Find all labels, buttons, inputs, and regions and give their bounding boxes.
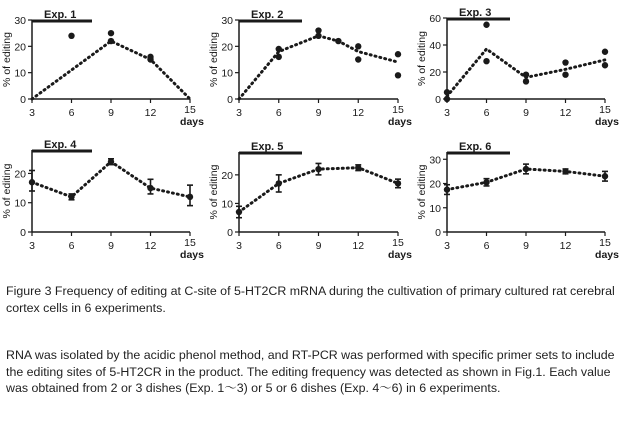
data-point [276,180,282,186]
data-point [29,179,35,185]
x-tick-label: 3 [29,107,35,119]
data-point [315,166,321,172]
x-tick-label: 6 [68,107,75,119]
chart-title: Exp. 2 [251,9,284,21]
x-axis-label: days [388,116,412,128]
chart-panel-3 [416,7,619,128]
data-point [68,33,74,39]
x-tick-label: 12 [559,240,572,252]
trend-line [32,41,190,99]
data-point [523,78,529,84]
y-tick-label: 20 [14,41,26,54]
data-point [602,173,608,179]
data-point [355,43,361,49]
x-tick-label: 9 [315,107,322,119]
y-tick-label: 10 [221,67,233,80]
y-axis-label: % of editing [208,32,220,87]
y-tick-label: 30 [429,154,441,167]
x-tick-label: 9 [108,107,114,119]
trend-line [239,36,398,99]
y-tick-label: 20 [221,41,233,54]
y-tick-label: 10 [14,197,26,210]
x-axis-label: days [180,249,204,261]
chart-panel-4 [1,139,204,261]
x-axis-label: days [388,249,412,261]
x-tick-label: 15 [184,237,196,249]
y-tick-label: 30 [14,15,26,27]
x-tick-label: 9 [315,240,322,252]
chart-panel-1 [1,9,204,128]
y-tick-label: 0 [20,227,26,239]
y-tick-label: 0 [20,94,26,106]
data-point [355,165,361,171]
y-tick-label: 10 [429,202,441,215]
data-point [483,58,489,64]
x-axis-label: days [595,249,619,261]
data-point [483,22,489,28]
data-point [395,180,401,186]
x-tick-label: 6 [68,240,75,252]
y-tick-label: 40 [429,40,441,52]
x-tick-label: 3 [29,240,35,252]
x-tick-label: 12 [352,240,365,252]
x-tick-label: 15 [392,104,404,116]
chart-title: Exp. 4 [44,139,77,151]
x-tick-label: 9 [523,240,529,252]
data-point [276,46,282,52]
data-point [562,72,568,78]
data-point [444,96,450,102]
data-point [602,62,608,68]
chart-title: Exp. 3 [459,7,492,19]
data-point [523,72,529,78]
data-point [562,59,568,65]
x-tick-label: 12 [144,240,157,252]
data-point [395,51,401,57]
x-axis-label: days [180,116,204,128]
data-point [335,38,341,44]
y-tick-label: 0 [435,94,441,106]
trend-line [32,162,190,197]
data-point [315,27,321,33]
data-point [187,194,193,200]
chart-panel-5 [208,141,412,261]
data-point [236,209,242,215]
y-tick-label: 0 [227,94,233,106]
y-tick-label: 20 [429,178,441,191]
chart-title: Exp. 5 [251,141,284,153]
chart-panel-6 [416,141,619,261]
data-point [483,179,489,185]
data-point [108,38,114,44]
data-point [355,56,361,62]
x-tick-label: 15 [392,237,404,249]
x-tick-label: 15 [599,104,611,116]
x-tick-label: 6 [275,107,282,119]
data-point [562,168,568,174]
chart-title: Exp. 6 [459,141,492,153]
methods-paragraph: RNA was isolated by the acidic phenol method, and RT-PCR was performed with specific primer sets to include the editing sites of 5-HT2CR in the product. The editing frequency was detected as shown in Fig.1. Each value was obtained from 2 or 3 dishes (Exp. 1～3) or 5 or 6 dishes (Exp. 4～6) in 6 experiments. [6,348,615,395]
data-point [108,30,114,36]
x-tick-label: 6 [483,240,490,252]
x-tick-label: 3 [236,240,242,252]
x-tick-label: 3 [444,240,450,252]
data-point [444,89,450,95]
y-tick-label: 0 [227,227,233,239]
x-axis-label: days [595,116,619,128]
x-tick-label: 6 [275,240,282,252]
chart-title: Exp. 1 [44,9,77,21]
data-point [68,194,74,200]
figure-caption: Figure 3 Frequency of editing at C-site of 5-HT2CR mRNA during the cultivation of primary cultured rat cerebral cortex cells in 6 experiments. [6,284,615,315]
data-point [147,54,153,60]
y-axis-label: % of editing [208,164,220,220]
y-axis-label: % of editing [1,163,13,219]
x-tick-label: 15 [599,237,611,249]
y-tick-label: 20 [221,169,233,182]
y-tick-label: 10 [221,198,233,211]
y-axis-label: % of editing [416,31,428,86]
data-point [523,166,529,172]
x-tick-label: 3 [444,107,450,119]
y-tick-label: 20 [14,168,26,181]
data-point [395,72,401,78]
y-tick-label: 30 [221,15,233,27]
x-tick-label: 9 [523,107,529,119]
x-tick-label: 3 [236,107,242,119]
x-tick-label: 12 [144,107,157,119]
y-tick-label: 0 [435,227,441,239]
y-axis-label: % of editing [416,164,428,220]
x-tick-label: 15 [184,104,196,116]
y-tick-label: 10 [14,67,26,80]
y-axis-label: % of editing [1,32,13,87]
y-tick-label: 20 [429,67,441,79]
x-tick-label: 9 [108,240,114,252]
x-tick-label: 12 [559,107,572,119]
x-tick-label: 6 [483,107,490,119]
chart-panel-2 [208,9,412,128]
x-tick-label: 12 [352,107,365,119]
y-tick-label: 60 [429,13,441,25]
data-point [444,186,450,192]
data-point [276,54,282,60]
data-point [147,185,153,191]
data-point [108,159,114,165]
data-point [602,49,608,55]
